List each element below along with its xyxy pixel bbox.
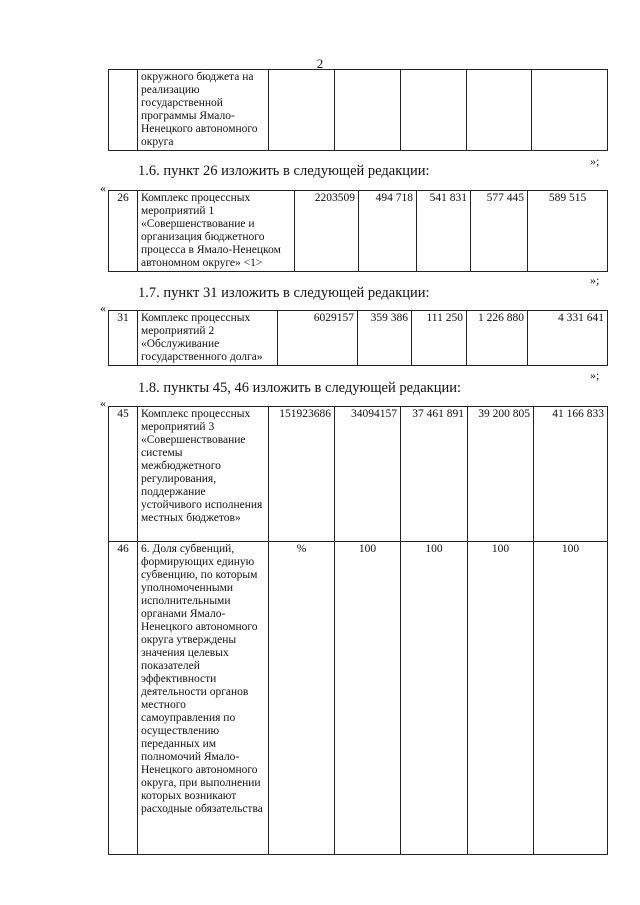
- value-cell: 1 226 880: [467, 311, 528, 366]
- row-number-cell: [109, 70, 138, 151]
- table-row: [109, 191, 608, 272]
- row-text-cell: окружного бюджета на реализацию государственной программы Ямало-Ненецкого автономного округа: [138, 70, 269, 151]
- value-cell: 100: [401, 542, 468, 855]
- opening-quote-mark: «: [100, 181, 106, 195]
- continuation-table: [108, 69, 608, 151]
- value-cell: 100: [335, 542, 401, 855]
- value-cell: 4 331 641: [528, 311, 608, 366]
- row-text-cell: Комплекс процессных мероприятий 1 «Совершенствование и организация бюджетного процесса в Ямало-Ненецком автономном округе» <1>: [138, 191, 295, 272]
- closing-quote-mark: »;: [590, 154, 600, 168]
- table-row: [109, 70, 608, 151]
- section-1-6-heading: 1.6. пункт 26 изложить в следующей редакции:: [138, 163, 430, 179]
- table-items-45-46: [108, 406, 608, 855]
- value-cell: 589 515: [528, 191, 608, 272]
- unit-cell: %: [269, 542, 335, 855]
- row-number-cell: 46: [109, 542, 138, 855]
- value-cell: 577 445: [471, 191, 528, 272]
- row-text-cell: Комплекс процессных мероприятий 3 «Совершенствование системы межбюджетного регулирования, поддержание устойчивого исполнения местных бюджетов»: [138, 407, 269, 542]
- row-number-cell: 31: [109, 311, 138, 366]
- section-1-7-heading: 1.7. пункт 31 изложить в следующей редакции:: [138, 285, 430, 301]
- table-row: [109, 407, 608, 542]
- table-row: [109, 311, 608, 366]
- row-text-cell: 6. Доля субвенций, формирующих единую субвенцию, по которым уполномоченными исполнительными органами Ямало-Ненецкого автономного округа утверждены значения целевых показателей эффективности деятельности органов местного самоуправления по осуществлению переданных им полномочий Ямало-Ненецкого автономного округа, при выполнении которых возникают расходные обязательства: [138, 542, 269, 855]
- closing-quote-mark: »;: [590, 368, 600, 382]
- opening-quote-mark: «: [100, 301, 106, 315]
- value-cell: 39 200 805: [468, 407, 534, 542]
- value-cell: 2203509: [295, 191, 359, 272]
- table-item-31: [108, 310, 608, 366]
- closing-quote-mark: »;: [590, 273, 600, 287]
- value-cell: 541 831: [417, 191, 471, 272]
- value-cell: 100: [468, 542, 534, 855]
- value-cell: 494 718: [359, 191, 417, 272]
- page-number: 2: [316, 56, 324, 71]
- value-cell: 151923686: [269, 407, 335, 542]
- value-cell: 37 461 891: [401, 407, 468, 542]
- table-row: [109, 542, 608, 855]
- value-cell: 34094157: [335, 407, 401, 542]
- value-cell: 6029157: [278, 311, 358, 366]
- value-cell: 41 166 833: [534, 407, 608, 542]
- table-item-26: [108, 190, 608, 272]
- value-cell: 359 386: [358, 311, 412, 366]
- value-cell: 111 250: [412, 311, 467, 366]
- section-1-8-heading: 1.8. пункты 45, 46 изложить в следующей редакции:: [138, 380, 462, 396]
- row-text-cell: Комплекс процессных мероприятий 2 «Обслуживание государственного долга»: [138, 311, 278, 366]
- value-cell: 100: [534, 542, 608, 855]
- opening-quote-mark: «: [100, 396, 106, 410]
- row-number-cell: 45: [109, 407, 138, 542]
- row-number-cell: 26: [109, 191, 138, 272]
